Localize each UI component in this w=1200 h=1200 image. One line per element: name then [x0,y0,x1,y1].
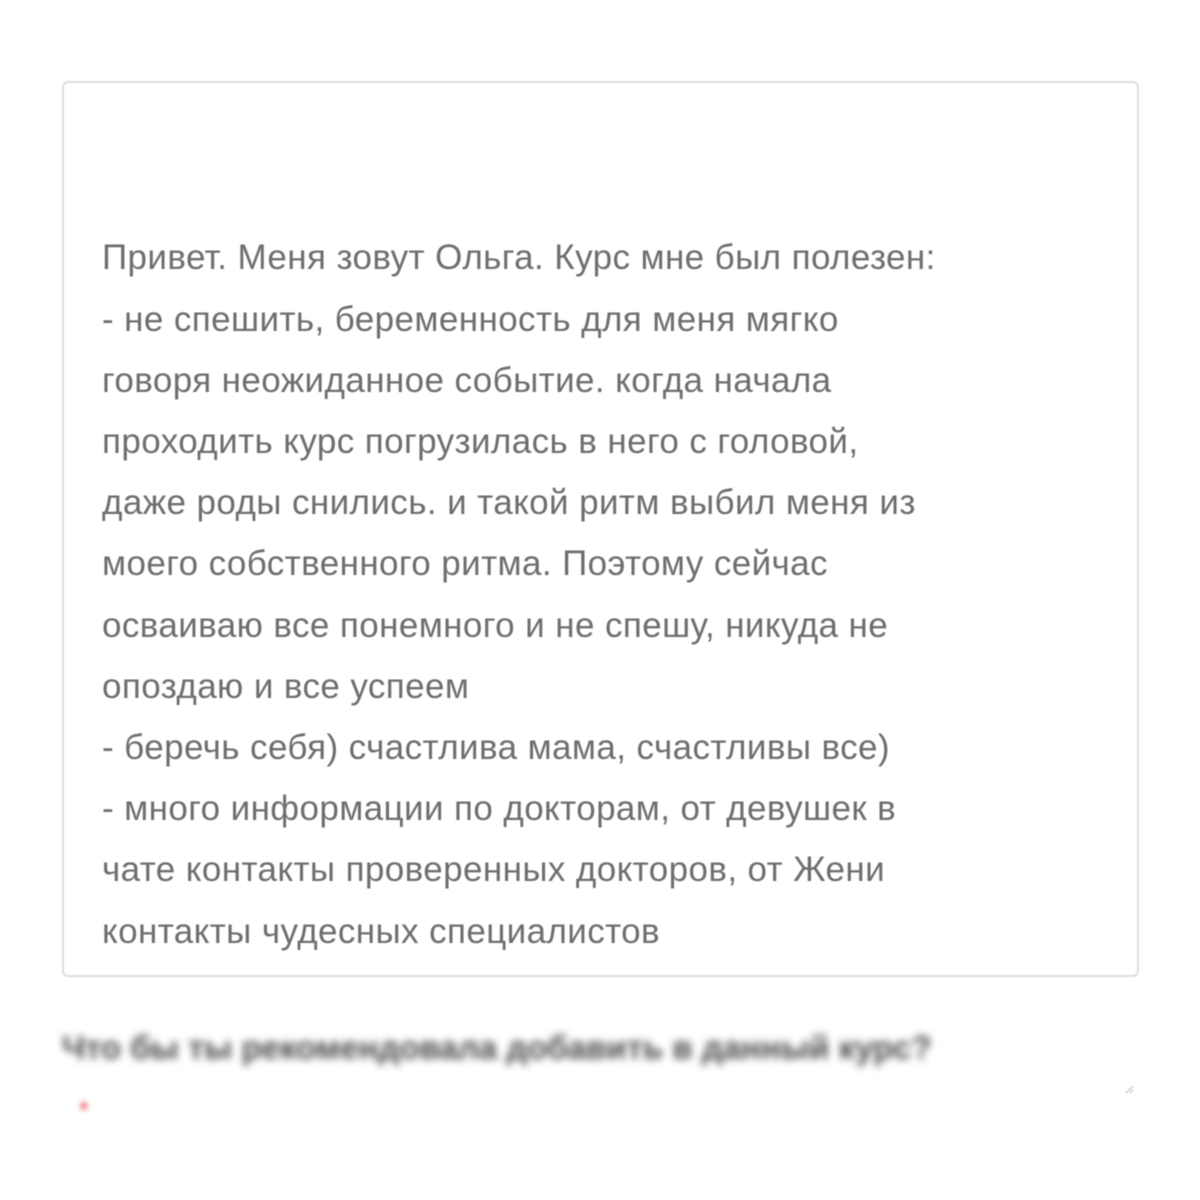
resize-handle-icon[interactable] [1125,963,1134,972]
feedback-form [62,81,1139,1128]
question-label: Что бы ты рекомендовала добавить в данный курс? [62,1029,932,1066]
required-asterisk: * [78,1095,90,1128]
answer-text: Привет. Меня зовут Ольга. Курс мне был полезен: - не спешить, беременность для меня мягко говоря неожиданное событие. когда начала проходить курс погрузилась в него с головой, даже роды снились. и такой ритм выбил меня из моего собственного ритма. Поэтому сейчас осваиваю все понемного и не спешу, никуда не опоздаю и все успеем - беречь себя) счастлива мама, счастливы все) - много информации по докторам, от девушек в чате контакты проверенных докторов, от Жени контакты чудесных специалистов [102,238,936,951]
answer-textarea[interactable] [62,81,1139,977]
